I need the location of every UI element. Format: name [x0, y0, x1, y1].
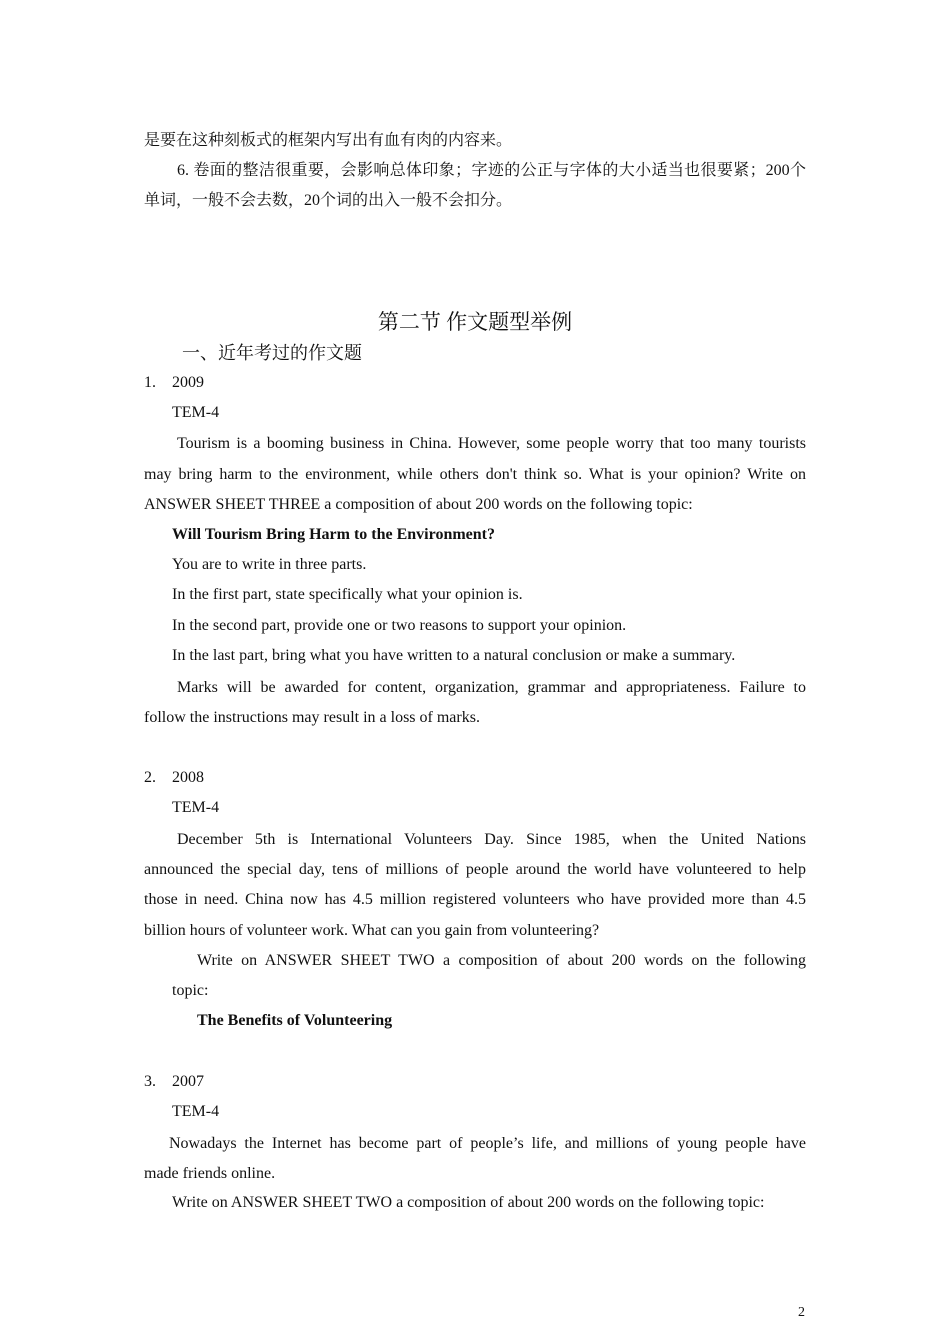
- item-1-exam: TEM-4: [172, 404, 220, 421]
- item-3-exam: TEM-4: [172, 1103, 220, 1120]
- item-3-write: Write on ANSWER SHEET TWO a composition of about 200 words on the following topic:: [172, 1194, 765, 1211]
- item-1-marks-line-1: Marks will be awarded for content, organization, grammar and appropriateness. Failure to: [177, 679, 806, 696]
- item-1-number: 1.: [144, 374, 156, 391]
- item-1-para-line-3: ANSWER SHEET THREE a composition of about 200 words on the following topic:: [144, 496, 693, 513]
- item-2-para-line-4: billion hours of volunteer work. What can you gain from volunteering?: [144, 922, 600, 939]
- intro-line-2: 6. 卷面的整洁很重要，会影响总体印象；字迹的公正与字体的大小适当也很要紧；200个: [177, 162, 806, 179]
- item-3-para-line-1: Nowadays the Internet has become part of people’s life, and millions of young people have: [169, 1135, 806, 1152]
- item-1-year: 2009: [172, 374, 204, 391]
- item-1-instruction-4: In the last part, bring what you have written to a natural conclusion or make a summary.: [172, 647, 736, 664]
- item-2-para-line-2: announced the special day, tens of millions of people around the world have volunteered to help: [144, 861, 806, 878]
- item-2-write-line-1: Write on ANSWER SHEET TWO a composition of about 200 words on the following: [197, 952, 806, 969]
- item-1-instruction-1: You are to write in three parts.: [172, 556, 367, 573]
- item-3-year: 2007: [172, 1073, 204, 1090]
- item-2-para-line-1: December 5th is International Volunteers Day. Since 1985, when the United Nations: [177, 831, 806, 848]
- item-1-para-line-1: Tourism is a booming business in China. However, some people worry that too many tourists: [177, 435, 806, 452]
- item-2-exam: TEM-4: [172, 799, 220, 816]
- item-1-topic: Will Tourism Bring Harm to the Environment?: [172, 526, 495, 543]
- intro-line-1: 是要在这种刻板式的框架内写出有血有肉的内容来。: [144, 132, 513, 149]
- item-1-marks-line-2: follow the instructions may result in a loss of marks.: [144, 709, 480, 726]
- item-1-instruction-3: In the second part, provide one or two reasons to support your opinion.: [172, 617, 627, 634]
- section-title: 第二节 作文题型举例: [377, 310, 573, 334]
- item-3-number: 3.: [144, 1073, 156, 1090]
- item-2-write-line-2: topic:: [172, 982, 209, 999]
- item-1-para-line-2: may bring harm to the environment, while others don't think so. What is your opinion? Write on: [144, 466, 806, 483]
- section-subtitle: 一、近年考过的作文题: [182, 343, 362, 363]
- item-2-topic: The Benefits of Volunteering: [197, 1012, 393, 1029]
- intro-line-3: 单词，一般不会去数，20个词的出入一般不会扣分。: [144, 192, 513, 209]
- item-2-number: 2.: [144, 769, 156, 786]
- item-3-para-line-2: made friends online.: [144, 1165, 276, 1182]
- item-2-year: 2008: [172, 769, 204, 786]
- item-2-para-line-3: those in need. China now has 4.5 million registered volunteers who have provided more than 4.5: [144, 891, 806, 908]
- page-number: 2: [798, 1305, 805, 1320]
- item-1-instruction-2: In the first part, state specifically what your opinion is.: [172, 586, 523, 603]
